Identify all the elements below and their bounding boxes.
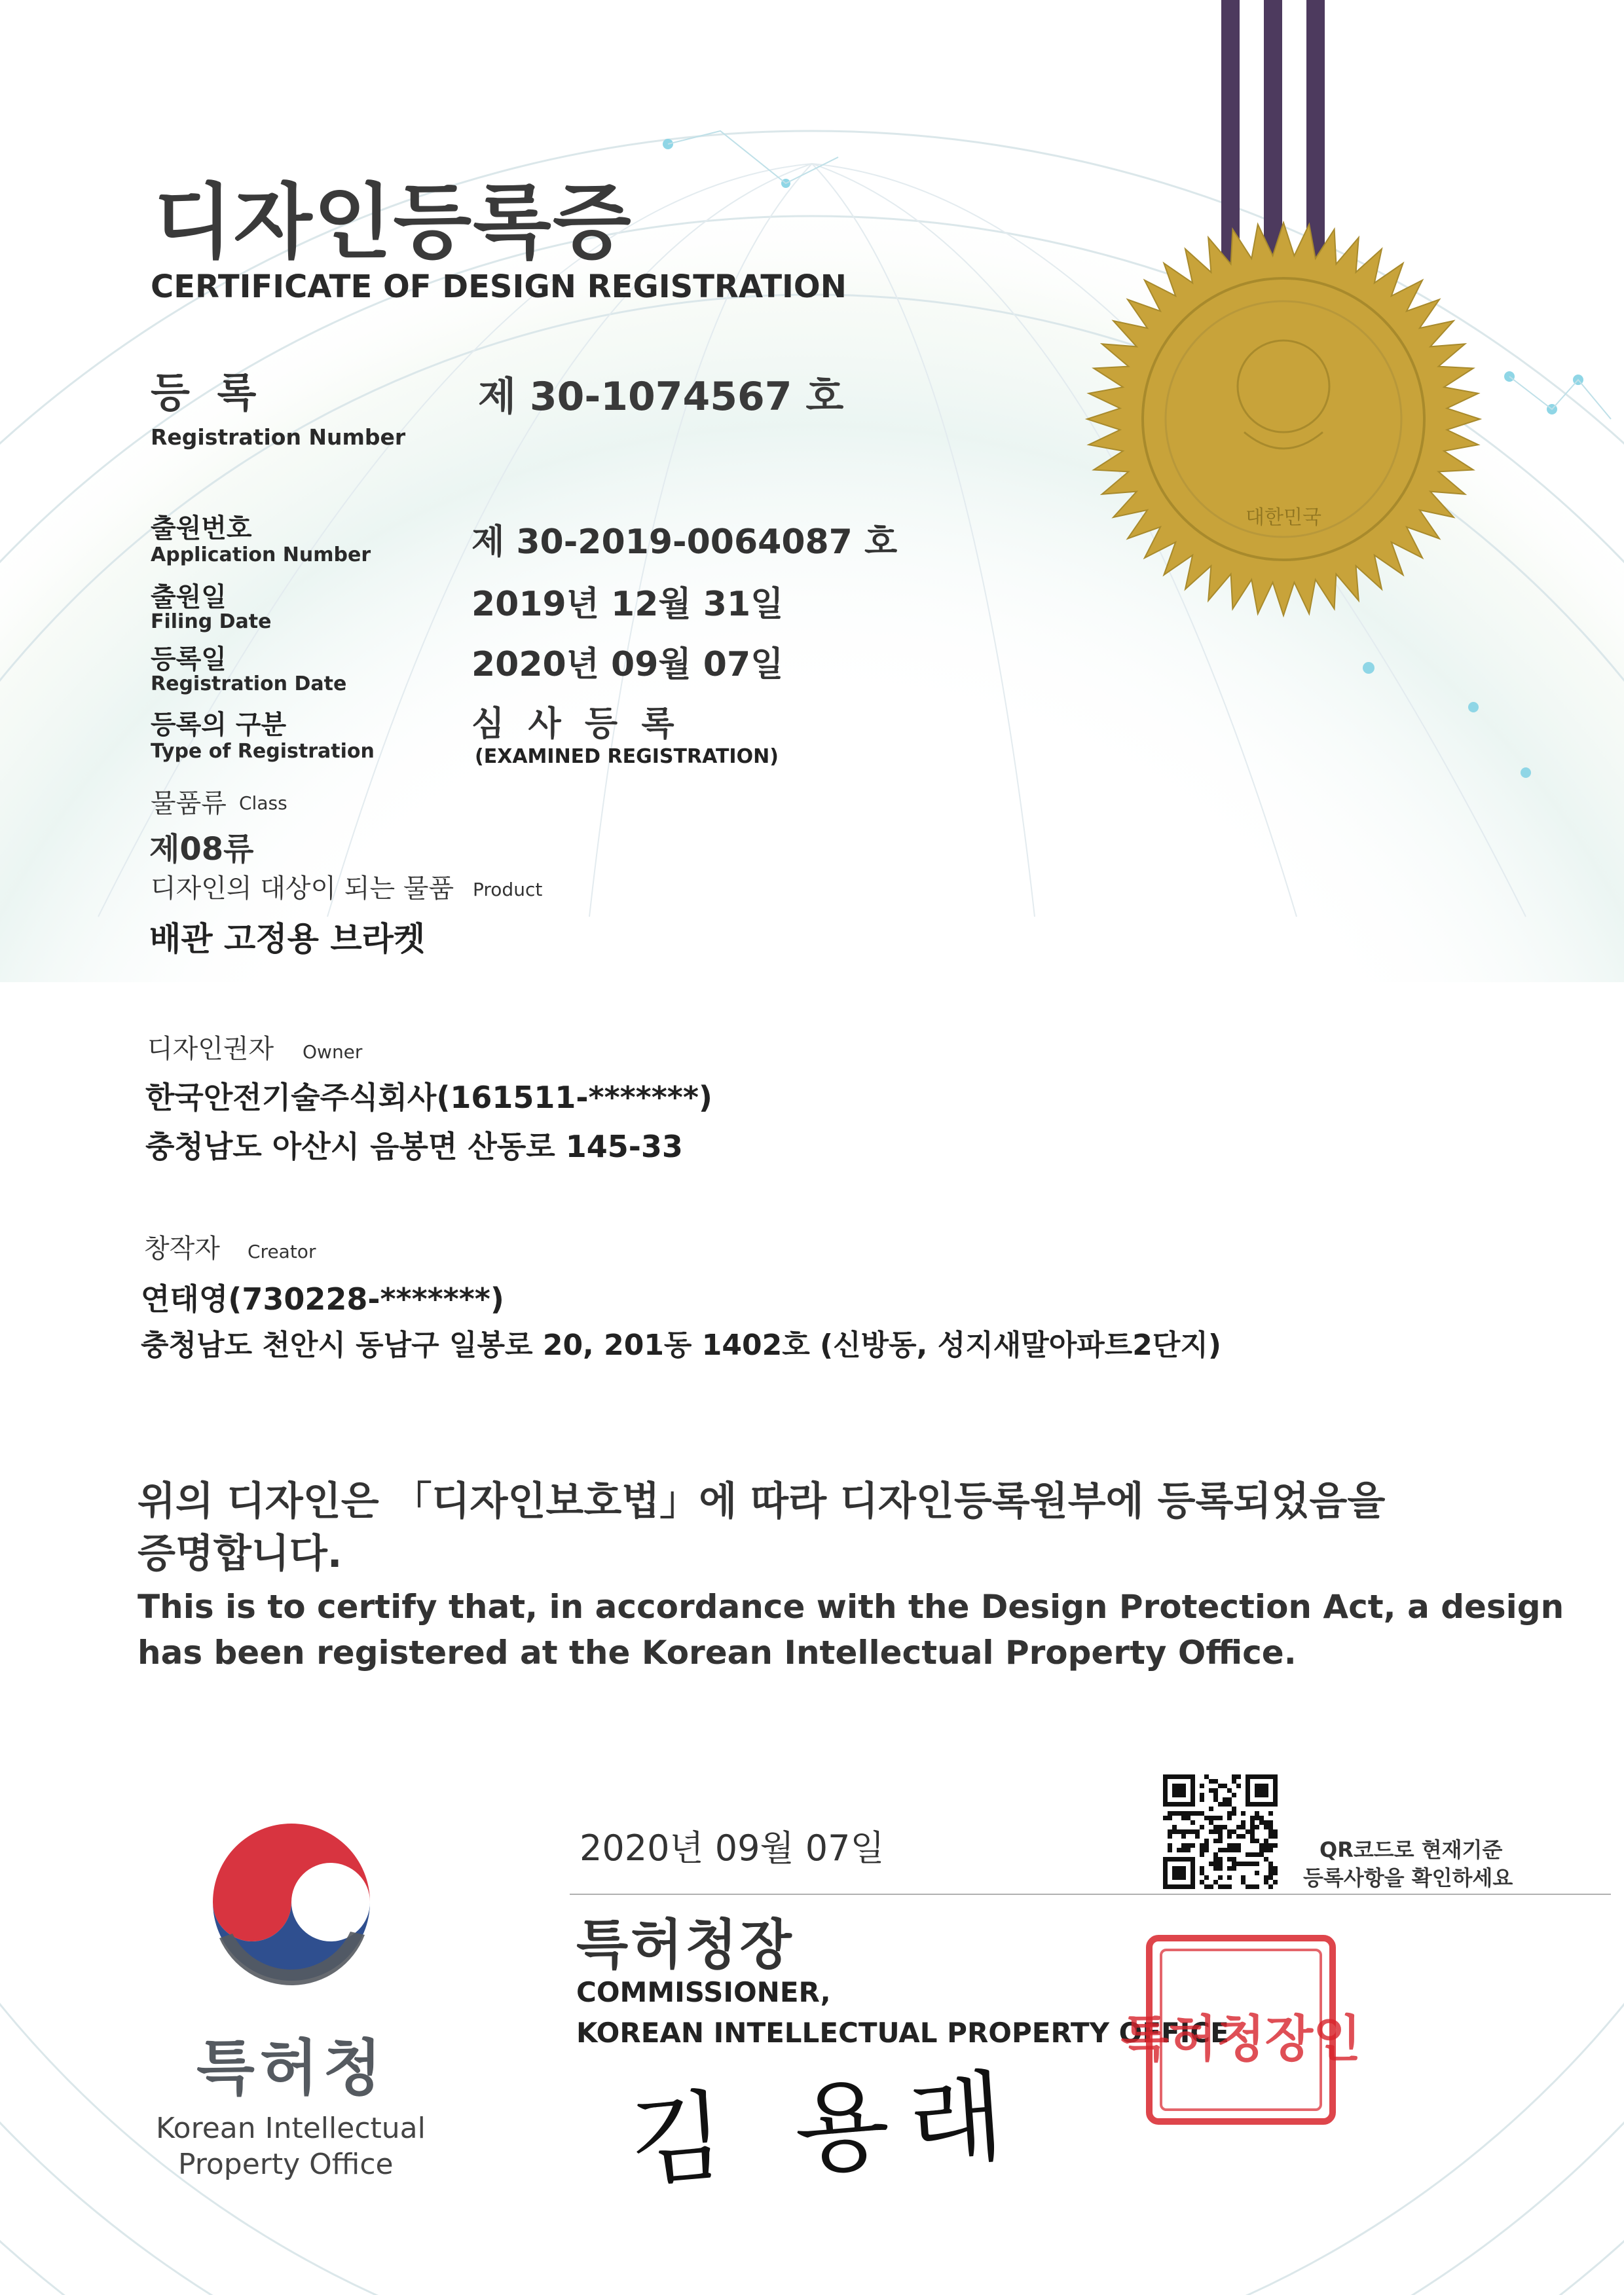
registration-date-label-en: Registration Date (151, 672, 347, 695)
qr-note-line1: QR코드로 현재기준 (1320, 1837, 1503, 1862)
application-number-label-kr: 출원번호 (151, 513, 252, 543)
owner-label-kr: 디자인권자 (147, 1034, 274, 1064)
signatory-title-kr: 특허청장 (576, 1914, 794, 1976)
statement-kr-line2: 증명합니다. (138, 1531, 342, 1577)
signatory-title-en-line1: COMMISSIONER, (576, 1976, 831, 2008)
office-name-en-line1: Korean Intellectual (156, 2112, 426, 2145)
filing-date-label-en: Filing Date (151, 610, 272, 633)
office-name-kr: 특허청 (196, 2033, 387, 2103)
owner-name: 한국안전기술주식회사(161511-*******) (145, 1080, 712, 1115)
statement-en-line2: has been registered at the Korean Intellectual Property Office. (138, 1634, 1297, 1672)
official-seal-icon (1120, 1932, 1361, 2128)
registration-type-sub: (EXAMINED REGISTRATION) (475, 745, 779, 768)
page-title: 디자인등록증 (154, 175, 633, 270)
page-subtitle: CERTIFICATE OF DESIGN REGISTRATION (151, 268, 847, 305)
class-value: 제08류 (149, 831, 254, 868)
product-label-en: Product (473, 879, 543, 900)
filing-date-value: 2019년 12월 31일 (471, 585, 784, 624)
qr-note-line2: 등록사항을 확인하세요 (1303, 1865, 1513, 1890)
filing-date-label-kr: 출원일 (151, 582, 227, 612)
registration-date-label-kr: 등록일 (151, 644, 227, 674)
svg-text:특허청장인: 특허청장인 (1120, 2010, 1361, 2068)
registration-label-en: Registration Number (151, 424, 406, 450)
owner-label-en: Owner (303, 1041, 363, 1063)
registration-label-kr: 등 록 (151, 369, 263, 416)
statement-en-line1: This is to certify that, in accordance with the Design Protection Act, a design (138, 1588, 1564, 1626)
product-value: 배관 고정용 브라켓 (149, 920, 426, 958)
statement-kr-line1: 위의 디자인은 「디자인보호법」에 따라 디자인등록원부에 등록되었음을 (138, 1478, 1386, 1524)
registration-type-value: 심 사 등 록 (471, 705, 674, 744)
issue-date: 2020년 09월 07일 (580, 1827, 885, 1869)
medal-text: 대한민국 (1246, 506, 1321, 529)
creator-label-kr: 창작자 (144, 1234, 220, 1264)
registration-type-label-en: Type of Registration (151, 740, 375, 763)
qr-code-icon[interactable] (1158, 1773, 1282, 1891)
class-label-en: Class (239, 792, 287, 814)
class-label-kr: 물품류 (151, 788, 227, 818)
registration-type-label-kr: 등록의 구분 (151, 710, 287, 740)
registration-number: 제 30-1074567 호 (478, 374, 844, 420)
creator-name: 연태영(730228-*******) (141, 1281, 504, 1317)
signature: 김 용래 (625, 2059, 1027, 2200)
owner-address: 충청남도 아산시 음봉면 산동로 145-33 (145, 1129, 683, 1164)
application-number-value: 제 30-2019-0064087 호 (471, 523, 898, 562)
office-name-en-line2: Property Office (178, 2148, 394, 2181)
registration-date-value: 2020년 09월 07일 (471, 645, 784, 684)
creator-label-en: Creator (248, 1241, 316, 1262)
signatory-title-en-line2: KOREAN INTELLECTUAL PROPERTY OFFICE (576, 2017, 1229, 2049)
product-label-kr: 디자인의 대상이 되는 물품 (151, 873, 454, 904)
creator-address: 충청남도 천안시 동남구 일봉로 20, 201동 1402호 (신방동, 성지새말아파트2단지) (141, 1329, 1221, 1362)
kipo-logo-icon (193, 1804, 390, 2000)
gold-medal-icon (1080, 216, 1486, 622)
application-number-label-en: Application Number (151, 543, 371, 566)
